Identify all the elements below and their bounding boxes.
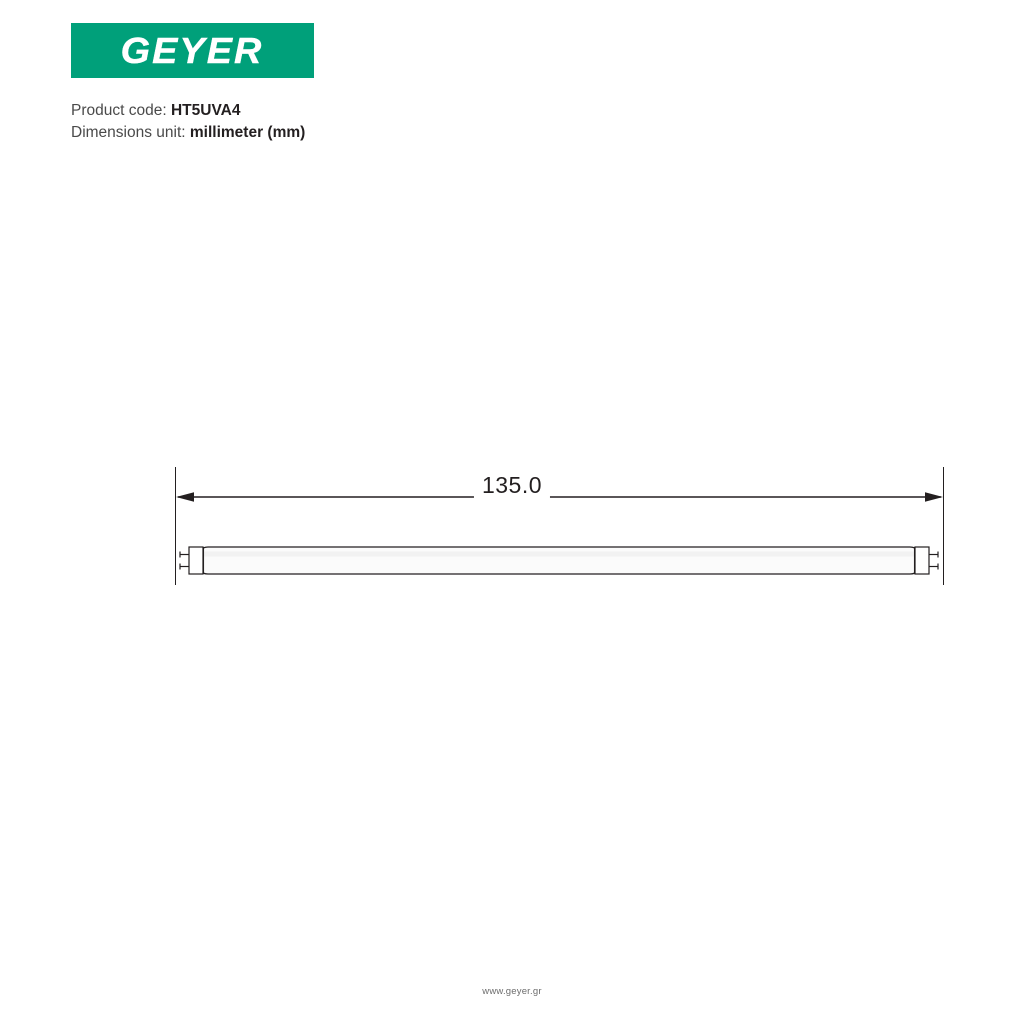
dimensions-unit-value: millimeter (mm) (189, 124, 306, 141)
brand-logo-text: GEYER (121, 29, 264, 71)
tube-body (180, 547, 938, 574)
arrowhead-left (176, 492, 194, 502)
dimension-line-length (176, 492, 943, 502)
product-code-value: HT5UVA4 (170, 102, 241, 119)
arrowhead-right (925, 492, 943, 502)
dimension-value-length: 135.0 (474, 472, 550, 499)
product-code-label: Product code: (71, 102, 167, 119)
footer-website: www.geyer.gr (482, 986, 542, 997)
tube-pins-left (180, 552, 189, 570)
tube-end-cap-left (189, 547, 204, 574)
tube-end-cap-right (915, 547, 930, 574)
tube-pins-right (929, 552, 938, 570)
dimensions-unit-label: Dimensions unit: (71, 124, 186, 141)
